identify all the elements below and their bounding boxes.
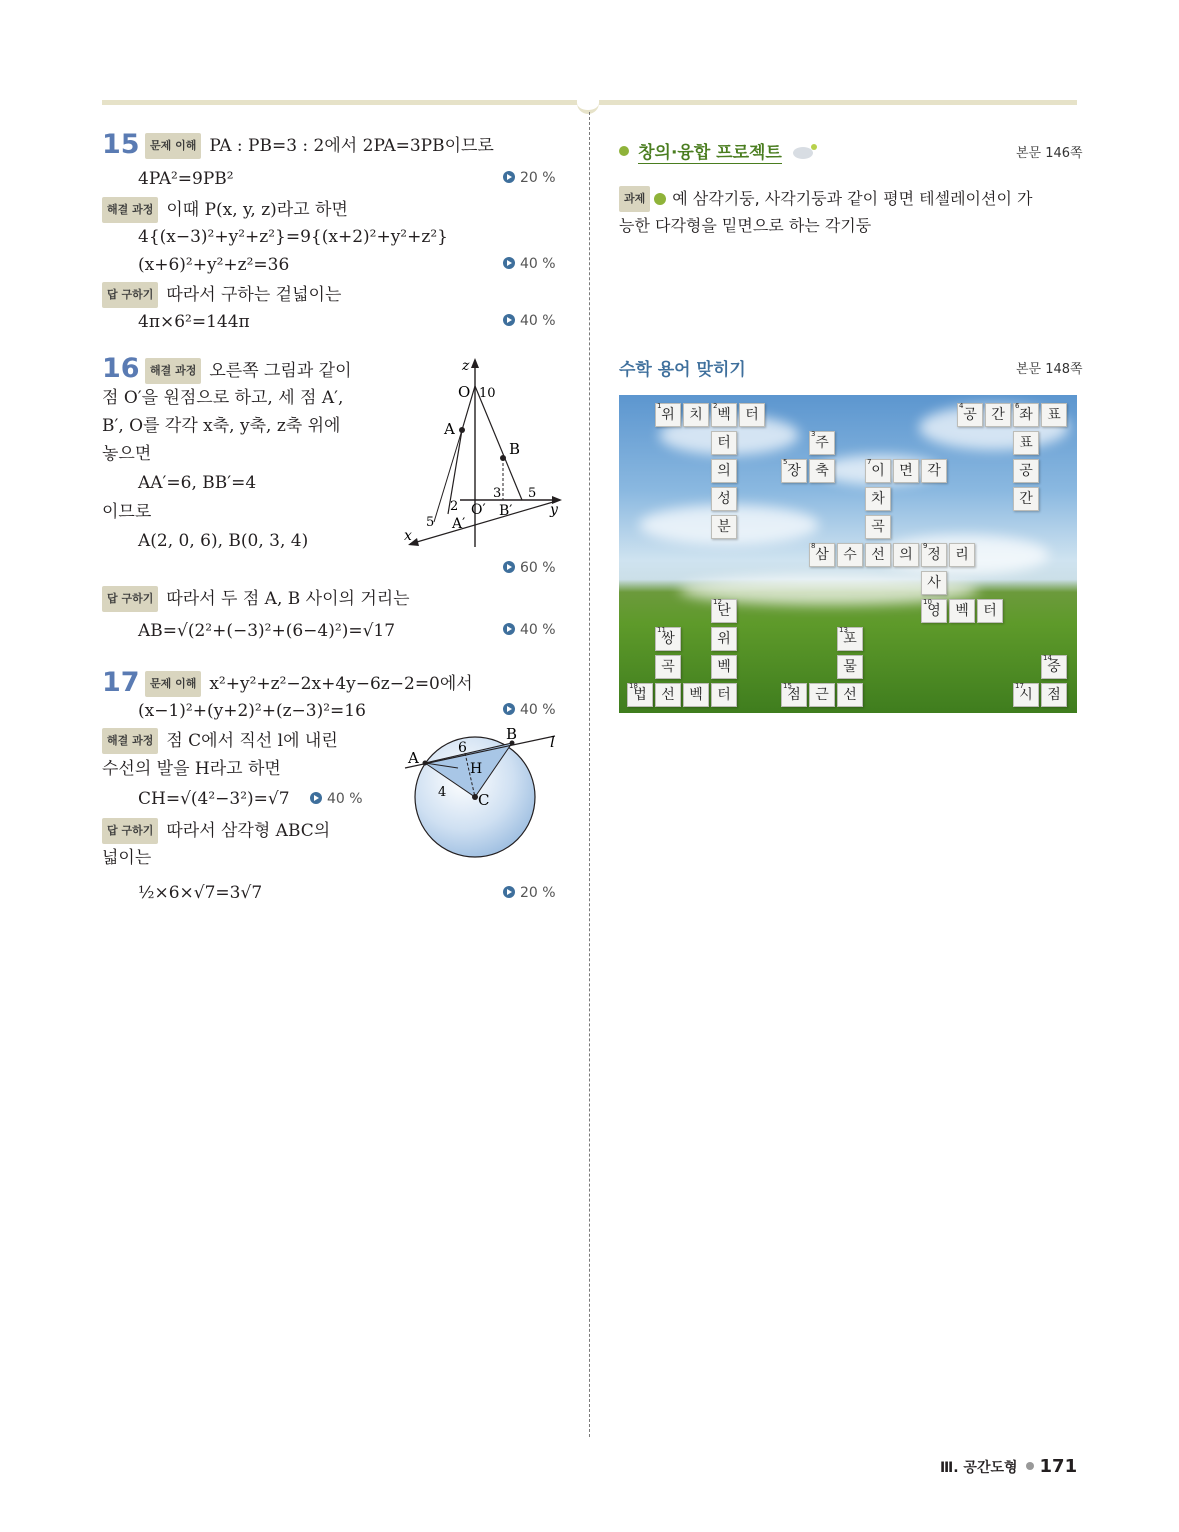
- crossword-cell: [781, 683, 807, 707]
- crossword-cell: [1013, 683, 1039, 707]
- cell-letter: 좌: [1019, 407, 1033, 423]
- cell-letter: 곡: [661, 659, 675, 675]
- equation-text: A(2, 0, 6), B(0, 3, 4): [138, 531, 309, 551]
- crossword-cell: [1013, 487, 1039, 511]
- clue-number: 9: [923, 542, 928, 550]
- task-text: 예 삼각기둥, 사각기둥과 같이 평면 테셀레이션이 가: [672, 189, 1033, 208]
- problem-15-line-3: [102, 197, 348, 223]
- cell-letter: 선: [871, 547, 885, 563]
- step-tag: 해결 과정: [145, 358, 201, 384]
- equation-text: 따라서 구하는 겉넓이는: [166, 285, 342, 305]
- label-b-prime: B′: [499, 503, 513, 519]
- play-icon: [310, 792, 322, 804]
- cell-letter: 위: [661, 407, 675, 423]
- crossword-cell: [711, 403, 737, 427]
- cell-letter: 벡: [689, 687, 703, 703]
- equation-text: 수선의 발을 H라고 하면: [102, 759, 281, 779]
- crossword-cell: [837, 543, 863, 567]
- score-percent: 60 %: [503, 558, 556, 578]
- problem-15-line-6: [102, 282, 341, 308]
- equation-text: 이때 P(x, y, z)라고 하면: [166, 200, 348, 220]
- play-icon: [503, 886, 515, 898]
- page-reference: 본문 146쪽: [1016, 146, 1083, 161]
- task-tag: 과제: [619, 186, 650, 212]
- crossword-cell: [781, 459, 807, 483]
- cell-letter: 벡: [717, 659, 731, 675]
- problem-16-line-1: [145, 358, 352, 384]
- equation-text: 점 O′을 원점으로 하고, 세 점 A′,: [102, 388, 344, 408]
- task-icon: [654, 193, 666, 205]
- cloud-icon: [791, 142, 819, 158]
- crossword-cell: [865, 487, 891, 511]
- step-tag: 문제 이해: [145, 671, 201, 697]
- label-a: A: [444, 420, 455, 438]
- cell-letter: 벡: [955, 603, 969, 619]
- crossword-cell: [655, 403, 681, 427]
- clue-number: 4: [959, 402, 964, 410]
- cell-letter: 분: [717, 519, 731, 535]
- crossword-cell: [809, 543, 835, 567]
- label-b: B: [509, 440, 521, 458]
- equation-text: ½×6×√7=3√7: [138, 883, 263, 903]
- play-icon: [503, 561, 515, 573]
- crossword-cell: [711, 655, 737, 679]
- equation-text: 놓으면: [102, 444, 152, 464]
- play-icon: [503, 257, 515, 269]
- cell-letter: 단: [717, 603, 731, 619]
- crossword-cell: [711, 431, 737, 455]
- equation-text: (x−1)²+(y+2)²+(z−3)²=16: [138, 701, 366, 721]
- point-a: [459, 427, 465, 433]
- problem-17-line-3: [102, 728, 338, 754]
- task-line-2: 능한 다각형을 밑면으로 하는 각기둥: [619, 216, 872, 235]
- label-o: O: [458, 383, 471, 401]
- step-tag: 해결 과정: [102, 197, 158, 223]
- equation-text: AB=√(2²+(−3)²+(6−4)²)=√17: [138, 621, 396, 641]
- cell-letter: 터: [717, 435, 731, 451]
- page-reference: 본문 148쪽: [1016, 362, 1083, 377]
- label-h: H: [470, 761, 483, 777]
- cell-letter: 터: [745, 407, 759, 423]
- crossword-cell: [985, 403, 1011, 427]
- cell-letter: 간: [1019, 491, 1033, 507]
- score-percent: 40 %: [503, 311, 556, 331]
- label-five-x: 5: [426, 515, 435, 530]
- cell-letter: 표: [1047, 407, 1061, 423]
- crossword-cell: [893, 459, 919, 483]
- cell-letter: 점: [787, 687, 801, 703]
- step-tag: 문제 이해: [145, 133, 201, 159]
- crossword-cell: [655, 655, 681, 679]
- crossword-cell: [977, 599, 1003, 623]
- crossword-cell: [837, 655, 863, 679]
- cell-letter: 시: [1019, 687, 1033, 703]
- crossword-cell: [921, 599, 947, 623]
- problem-number: 16: [102, 353, 140, 384]
- sphere-figure: [400, 725, 575, 860]
- score-percent: 40 %: [503, 620, 556, 640]
- clue-number: 2: [713, 402, 718, 410]
- puzzle-title: 수학 용어 맞히기: [619, 360, 746, 380]
- project-heading: [619, 138, 819, 163]
- cell-letter: 터: [983, 603, 997, 619]
- cell-letter: 축: [815, 463, 829, 479]
- equation-text: AA′=6, BB′=4: [138, 473, 257, 493]
- crossword-cell: [711, 515, 737, 539]
- clue-number: 5: [783, 458, 788, 466]
- cell-letter: 수: [843, 547, 857, 563]
- cell-letter: 성: [717, 491, 731, 507]
- cell-letter: 각: [927, 463, 941, 479]
- clue-number: 18: [629, 682, 638, 690]
- label-l: l: [550, 733, 555, 751]
- crossword-cell: [921, 543, 947, 567]
- clue-number: 12: [713, 598, 722, 606]
- crossword-cell: [627, 683, 653, 707]
- problem-16-line-8: [102, 586, 410, 612]
- equation-text: 오른쪽 그림과 같이: [209, 361, 352, 381]
- footer-dot: [1026, 1462, 1034, 1470]
- cell-letter: 의: [899, 547, 913, 563]
- step-tag: 답 구하기: [102, 818, 158, 844]
- equation-text: (x+6)²+y²+z²=36: [138, 255, 290, 275]
- cell-letter: 정: [927, 547, 941, 563]
- crossword-cell: [711, 627, 737, 651]
- point-a: [423, 761, 428, 766]
- crossword-cell: [683, 683, 709, 707]
- label-four: 4: [438, 785, 447, 800]
- cell-letter: 점: [1047, 687, 1061, 703]
- crossword-cell: [1013, 403, 1039, 427]
- crossword-cell: [655, 683, 681, 707]
- clue-number: 15: [783, 682, 792, 690]
- equation-text: 넓이는: [102, 848, 152, 868]
- cell-letter: 선: [661, 687, 675, 703]
- crossword-cell: [809, 459, 835, 483]
- score-percent: 40 %: [503, 254, 556, 274]
- crossword-cell: [683, 403, 709, 427]
- score-percent: 20 %: [503, 168, 556, 188]
- problem-17-line-6: [102, 818, 330, 844]
- step-tag: 해결 과정: [102, 728, 158, 754]
- equation-text: 이므로: [102, 502, 152, 522]
- label-two: 2: [450, 499, 459, 514]
- cell-letter: 선: [843, 687, 857, 703]
- cell-letter: 영: [927, 603, 941, 619]
- crossword-cell: [865, 543, 891, 567]
- label-three: 3: [493, 486, 502, 501]
- equation-text: CH=√(4²−3²)=√7: [138, 789, 290, 809]
- step-tag: 답 구하기: [102, 586, 158, 612]
- crossword-cell: [949, 599, 975, 623]
- crossword-cell: [837, 627, 863, 651]
- equation-text: 4PA²=9PB²: [138, 169, 234, 189]
- cell-letter: 곡: [871, 519, 885, 535]
- crossword-cell: [1041, 683, 1067, 707]
- play-icon: [503, 314, 515, 326]
- equation-text: 따라서 삼각형 ABC의: [166, 821, 331, 841]
- equation-text: 점 C에서 직선 l에 내린: [166, 731, 338, 751]
- crossword-cell: [1041, 655, 1067, 679]
- label-five-y: 5: [528, 486, 537, 501]
- z-arrow: [471, 358, 479, 368]
- crossword-cell: [1041, 403, 1067, 427]
- crossword-cell: [1013, 431, 1039, 455]
- label-c: C: [478, 791, 490, 809]
- label-z: z: [462, 358, 470, 374]
- cell-letter: 포: [843, 631, 857, 647]
- equation-text: B′, O를 각각 x축, y축, z축 위에: [102, 416, 341, 436]
- clue-number: 1: [657, 402, 662, 410]
- cell-letter: 물: [843, 659, 857, 675]
- clue-number: 14: [1043, 654, 1052, 662]
- project-title: 창의·융합 프로젝트: [638, 143, 782, 163]
- cell-letter: 법: [633, 687, 647, 703]
- crossword-cell: [655, 627, 681, 651]
- cell-letter: 차: [871, 491, 885, 507]
- cell-letter: 사: [927, 575, 941, 591]
- cell-letter: 표: [1019, 435, 1033, 451]
- equation-text: 따라서 두 점 A, B 사이의 거리는: [166, 589, 410, 609]
- crossword-puzzle: [619, 395, 1077, 713]
- crossword-cell: [809, 683, 835, 707]
- crossword-cell: [865, 459, 891, 483]
- page-number: 171: [1039, 1456, 1078, 1477]
- cell-letter: 치: [689, 407, 703, 423]
- cell-letter: 면: [899, 463, 913, 479]
- cell-letter: 이: [871, 463, 885, 479]
- cell-letter: 중: [1047, 659, 1061, 675]
- label-y: y: [550, 502, 558, 518]
- clue-number: 17: [1015, 682, 1024, 690]
- crossword-cell: [893, 543, 919, 567]
- cell-letter: 리: [955, 547, 969, 563]
- page-footer: [940, 1456, 1077, 1477]
- step-tag: 답 구하기: [102, 282, 158, 308]
- cell-letter: 쌍: [661, 631, 675, 647]
- problem-17-line-1: [145, 671, 473, 697]
- label-o-prime: O′: [471, 502, 486, 518]
- label-six: 6: [458, 740, 467, 756]
- cell-letter: 공: [963, 407, 977, 423]
- score-percent: 40 %: [310, 789, 363, 809]
- bullet-icon: [619, 146, 629, 156]
- cell-letter: 의: [717, 463, 731, 479]
- crossword-cell: [949, 543, 975, 567]
- coordinate-figure: [400, 352, 570, 552]
- cell-letter: 공: [1019, 463, 1033, 479]
- play-icon: [503, 703, 515, 715]
- label-x: x: [404, 528, 412, 544]
- cell-letter: 주: [815, 435, 829, 451]
- score-percent: 20 %: [503, 883, 556, 903]
- score-percent: 40 %: [503, 700, 556, 720]
- crossword-cell: [1013, 459, 1039, 483]
- problem-number: 15: [102, 129, 140, 160]
- crossword-cell: [837, 683, 863, 707]
- crossword-cell: [865, 515, 891, 539]
- problem-number: 17: [102, 667, 140, 698]
- equation-text: PA : PB=3 : 2에서 2PA=3PB이므로: [209, 136, 494, 156]
- label-ten: 10: [479, 386, 496, 401]
- crossword-cell: [711, 683, 737, 707]
- equation-text: 4{(x−3)²+y²+z²}=9{(x+2)²+y²+z²}: [138, 227, 448, 247]
- clue-number: 3: [811, 430, 816, 438]
- cell-letter: 삼: [815, 547, 829, 563]
- clue-number: 13: [839, 626, 848, 634]
- clue-number: 8: [811, 542, 816, 550]
- cell-letter: 터: [717, 687, 731, 703]
- problem-15-line-1: [145, 133, 494, 159]
- top-rule-notch: [577, 98, 599, 114]
- crossword-cell: [921, 459, 947, 483]
- column-divider: [589, 112, 590, 1437]
- crossword-cell: [809, 431, 835, 455]
- play-icon: [503, 623, 515, 635]
- label-a: A: [408, 749, 419, 767]
- cell-letter: 간: [991, 407, 1005, 423]
- cell-letter: 벡: [717, 407, 731, 423]
- cell-letter: 위: [717, 631, 731, 647]
- crossword-cell: [739, 403, 765, 427]
- play-icon: [503, 171, 515, 183]
- point-b: [500, 455, 506, 461]
- crossword-cell: [957, 403, 983, 427]
- cell-letter: 장: [787, 463, 801, 479]
- equation-text: 4π×6²=144π: [138, 312, 250, 332]
- crossword-cell: [921, 571, 947, 595]
- cell-letter: 근: [815, 687, 829, 703]
- clue-number: 10: [923, 598, 932, 606]
- clue-number: 7: [867, 458, 872, 466]
- equation-text: x²+y²+z²−2x+4y−6z−2=0에서: [209, 674, 473, 694]
- label-b: B: [506, 725, 518, 743]
- crossword-cell: [711, 487, 737, 511]
- crossword-cell: [711, 459, 737, 483]
- crossword-cell: [711, 599, 737, 623]
- clue-number: 6: [1015, 402, 1020, 410]
- chapter-label: Ⅲ. 공간도형: [940, 1460, 1018, 1476]
- task-line-1: [619, 186, 1032, 212]
- label-a-prime: A′: [452, 516, 466, 532]
- clue-number: 11: [657, 626, 666, 634]
